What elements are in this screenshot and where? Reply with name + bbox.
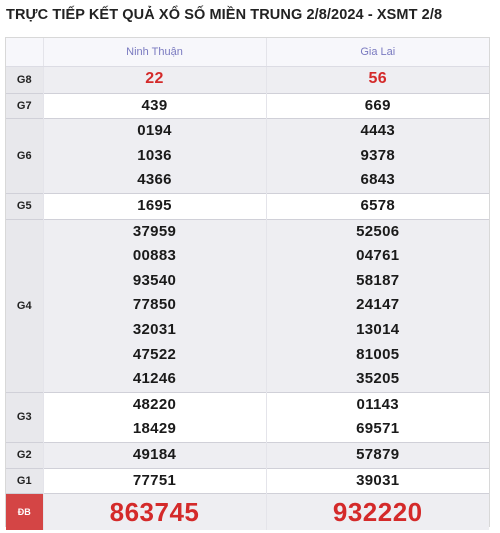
prize-cell	[43, 392, 266, 442]
prize-cell	[43, 93, 266, 119]
prize-number: 9378	[360, 146, 396, 164]
prize-cell	[266, 119, 489, 194]
prize-number: 77850	[132, 296, 177, 314]
prize-number: 01143	[356, 395, 399, 413]
prize-label-g6: G6	[6, 119, 43, 194]
prize-row-g5	[6, 194, 489, 220]
special-prize-number: 863745	[109, 496, 200, 527]
prize-number: 81005	[356, 345, 400, 363]
prize-number: 04761	[356, 247, 400, 265]
prize-cell	[43, 119, 266, 194]
prize-cell	[266, 219, 489, 392]
prize-cell	[43, 219, 266, 392]
prize-number: 24147	[356, 296, 400, 314]
prize-number: 6843	[360, 171, 396, 189]
prize-number: 1036	[137, 146, 172, 164]
prize-number: 93540	[132, 271, 177, 289]
prize-number: 1695	[137, 197, 172, 215]
prize-number: 39031	[356, 471, 400, 489]
results-table-container	[5, 37, 490, 527]
prize-cell	[266, 494, 489, 530]
prize-number: 18429	[132, 420, 177, 438]
prize-cell	[43, 194, 266, 220]
prize-number: 77751	[132, 471, 177, 489]
province-header-gia-lai[interactable]: Gia Lai	[266, 38, 489, 66]
prize-row-g2	[6, 443, 489, 469]
prize-number: 22	[145, 70, 164, 88]
prize-row-g8	[6, 66, 489, 93]
prize-label-g7: G7	[6, 93, 43, 119]
prize-label-g1: G1	[6, 468, 43, 494]
prize-label-special	[6, 494, 43, 530]
prize-cell	[266, 66, 489, 93]
prize-number: 00883	[132, 247, 177, 265]
prize-row-g1	[6, 468, 489, 494]
prize-number: 13014	[356, 321, 400, 339]
prize-row-g6	[6, 119, 489, 194]
prize-row-g3	[6, 392, 489, 442]
table-header-row	[6, 38, 489, 66]
header-corner	[6, 38, 43, 66]
prize-number: 4443	[360, 122, 396, 140]
prize-number: 439	[141, 96, 168, 114]
prize-number: 49184	[132, 446, 177, 464]
prize-number: 52506	[356, 222, 400, 240]
prize-cell	[266, 443, 489, 469]
prize-label-g3: G3	[6, 392, 43, 442]
prize-cell	[43, 443, 266, 469]
prize-cell	[266, 468, 489, 494]
prize-cell	[266, 93, 489, 119]
prize-number: 6578	[360, 197, 396, 215]
prize-cell	[266, 392, 489, 442]
prize-row-db	[6, 494, 489, 530]
prize-row-g4	[6, 219, 489, 392]
special-prize-number: 932220	[332, 496, 423, 527]
lottery-results-table	[6, 38, 489, 530]
prize-cell	[266, 194, 489, 220]
prize-number: 4366	[137, 171, 172, 189]
prize-label-g2: G2	[6, 443, 43, 469]
prize-row-g7	[6, 93, 489, 119]
prize-number: 669	[364, 96, 391, 114]
prize-number: 0194	[137, 122, 172, 140]
prize-label-g5: G5	[6, 194, 43, 220]
prize-number: 32031	[132, 321, 177, 339]
prize-label-special-text: ĐB	[17, 506, 31, 517]
prize-label-g4: G4	[6, 219, 43, 392]
prize-label-g8: G8	[6, 66, 43, 93]
prize-cell	[43, 468, 266, 494]
prize-cell	[43, 66, 266, 93]
prize-number: 57879	[356, 446, 400, 464]
prize-number: 41246	[132, 370, 177, 388]
prize-cell	[43, 494, 266, 530]
page-title: TRỰC TIẾP KẾT QUẢ XỔ SỐ MIỀN TRUNG 2/8/2024 - XSMT 2/8	[6, 7, 443, 23]
prize-number: 35205	[356, 370, 400, 388]
prize-number: 47522	[132, 345, 177, 363]
province-header-ninh-thuan[interactable]: Ninh Thuận	[43, 38, 266, 66]
prize-number: 69571	[356, 420, 400, 438]
prize-number: 58187	[356, 271, 400, 289]
prize-number: 56	[368, 70, 387, 88]
prize-number: 37959	[132, 222, 177, 240]
prize-number: 48220	[132, 395, 177, 413]
